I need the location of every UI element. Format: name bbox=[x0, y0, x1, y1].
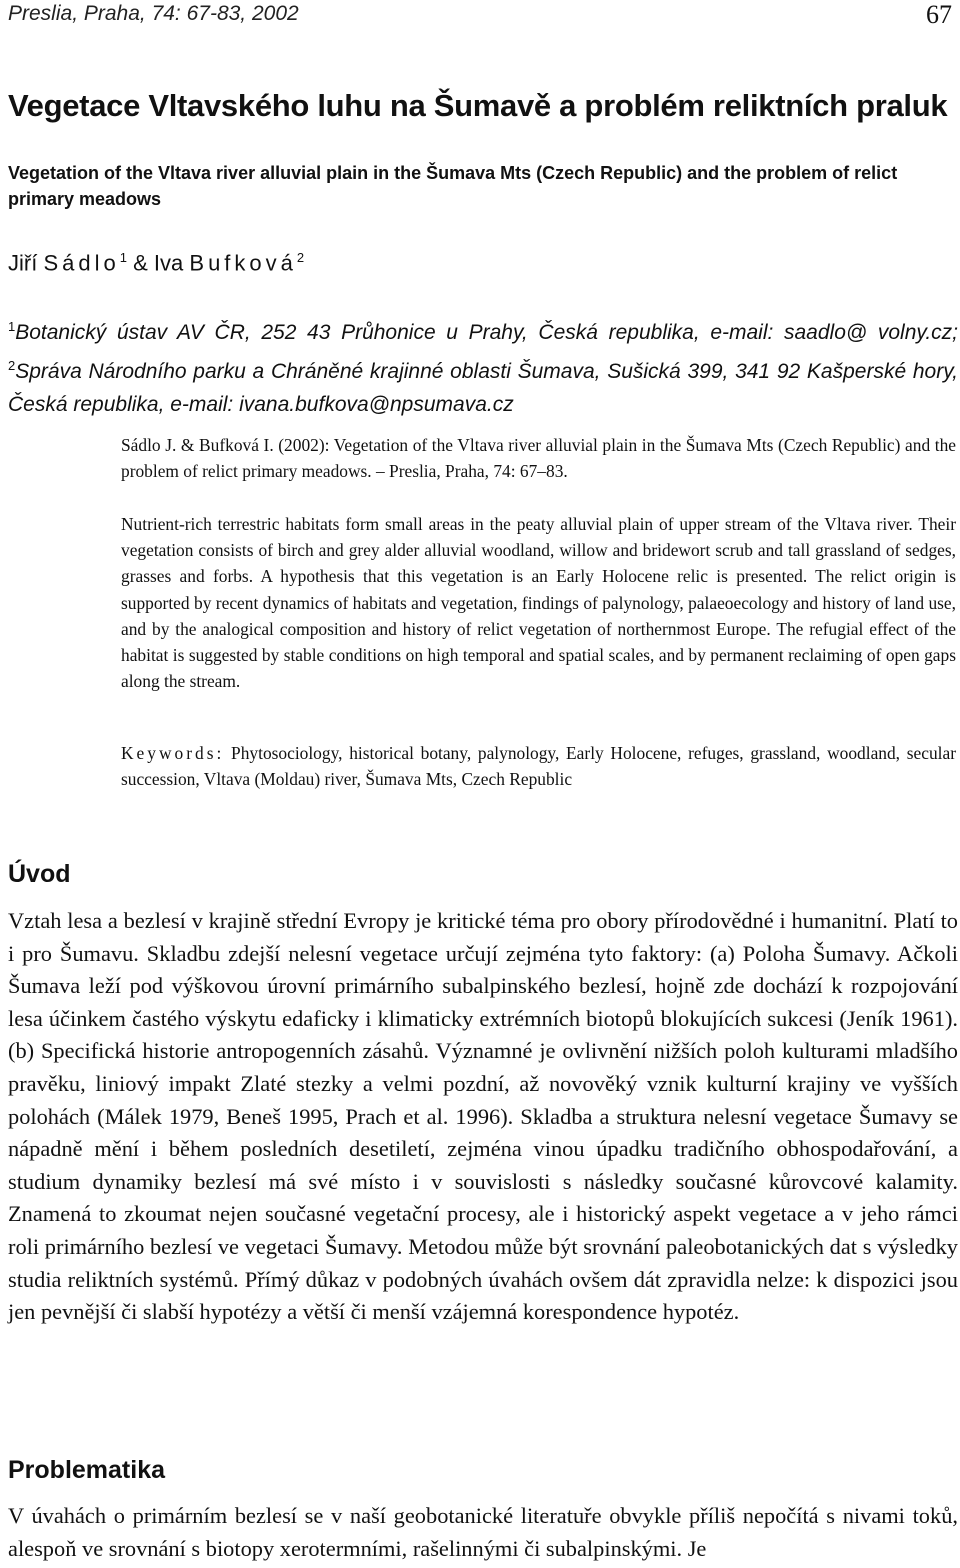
author-separator: & bbox=[133, 250, 148, 276]
section-heading-problematika: Problematika bbox=[8, 1456, 166, 1484]
affiliations bbox=[8, 310, 958, 421]
author2-first-name: Iva bbox=[153, 250, 184, 276]
author1-last-name: Sádlo bbox=[43, 250, 120, 276]
keywords-label: Keywords: bbox=[121, 743, 225, 763]
abstract: Nutrient-rich terrestric habitats form small areas in the peaty alluvial plain of upper stream of the Vltava river. Their vegetation consists of birch and grey alder alluvial woodland, willow and bridewort scrub and tall grassland of sedges, grasses and forbs. A hypothesis that this vegetation is an Early Holocene relic is presented. The relict origin is supported by recent dynamics of habitats and vegetation, findings of palynology, palaeoecology and history of land use, and by the analogical composition and history of relict vegetation of northernmost Europe. The refugial effect of the habitat is suggested by stable conditions on high temporal and spatial scales, and by permanent reclaiming of open gaps along the stream. bbox=[121, 514, 956, 692]
citation: Sádlo J. & Bufková I. (2002): Vegetation of the Vltava river alluvial plain in the Šumava Mts (Czech Republic) and the problem of relict primary meadows. – Preslia, Praha, 74: 67–83. bbox=[121, 435, 956, 482]
article-title: Vegetace Vltavského luhu na Šumavě a problém reliktních praluk bbox=[8, 88, 948, 123]
page-number: 67 bbox=[926, 0, 952, 29]
section-text-problematika: V úvahách o primárním bezlesí se v naší geobotanické literatuře obvykle příliš nepočítá s nivami toků, alespoň ve srovnání s biotopy xerotermními, rašelinnými či subalpinskými. Je bbox=[8, 1503, 958, 1561]
author2-affiliation-mark: 2 bbox=[296, 250, 305, 265]
keywords-text: Phytosociology, historical botany, palynology, Early Holocene, refuges, grassland, woodland, secular succession, Vltava (Moldau) river, Šumava Mts, Czech Republic bbox=[121, 743, 956, 790]
section-heading-uvod: Úvod bbox=[8, 860, 71, 888]
affiliation1-text: Botanický ústav AV ČR, 252 43 Průhonice u Prahy, Česká republika, e-mail: saadlo@ volny.cz; bbox=[15, 321, 958, 344]
author1-affiliation-mark: 1 bbox=[119, 250, 127, 265]
affiliation2-mark: 2 bbox=[8, 358, 16, 373]
author2-last-name: Bufková bbox=[189, 250, 297, 276]
english-title: Vegetation of the Vltava river alluvial plain in the Šumava Mts (Czech Republic) and the problem of relict primary meadows bbox=[8, 163, 898, 209]
author1-first-name: Jiří bbox=[8, 250, 38, 276]
section-text-uvod: Vztah lesa a bezlesí v krajině střední Evropy je kritické téma pro obory přírodovědné i humanitní. Platí to i pro Šumavu. Skladbu zdejší nelesní vegetace určují zejména tyto faktory: (a) Poloha Šumavy. Ačkoli Šumava leží pod výškovou úrovní primárního subalpinského bezlesí, hojně zde dochází k rozpojování lesa účinkem častého výskytu edaficky i klimaticky extrémních biotopů blokujících sukcesi (Jeník 1961). (b) Specifická historie antropogenních zásahů. Významné je ovlivnění nižších poloh kulturami mladšího pravěku, liniový impakt Zlaté stezky a velmi pozdní, až novověký vznik kulturní krajiny ve vyšších polohách (Málek 1979, Beneš 1995, Prach et al. 1996). Skladba a struktura nelesní vegetace Šumavy se nápadně mění i během posledních desetiletí, zejména vinou úpadku tradičního obhospodařování, a studium dynamiky bezlesí má své místo i v souvislosti s následky současné kůrovcové kalamity. Znamená to zkoumat nejen současné vegetační procesy, ale i historický aspekt vegetace a v jeho rámci roli primárního bezlesí ve vegetaci Šumavy. Metodou může být srovnání paleobotanických dat s výsledky studia reliktních systémů. Přímý důkaz v podobných úvahách ovšem dát zpravidla nelze: k dispozici jsou jen pevnější či slabší hypotézy a větší či menší vzájemná korespondence hypotéz. bbox=[8, 908, 958, 1325]
affiliation1-mark: 1 bbox=[8, 319, 16, 334]
authors bbox=[8, 250, 304, 276]
keywords bbox=[121, 740, 956, 792]
running-head: Preslia, Praha, 74: 67-83, 2002 bbox=[8, 2, 299, 25]
affiliation2-text: Správa Národního parku a Chráněné krajinné oblasti Šumava, Sušická 399, 341 92 Kašperské hory, Česká republika, e-mail: ivana.bufkova@npsumava.cz bbox=[8, 360, 958, 416]
